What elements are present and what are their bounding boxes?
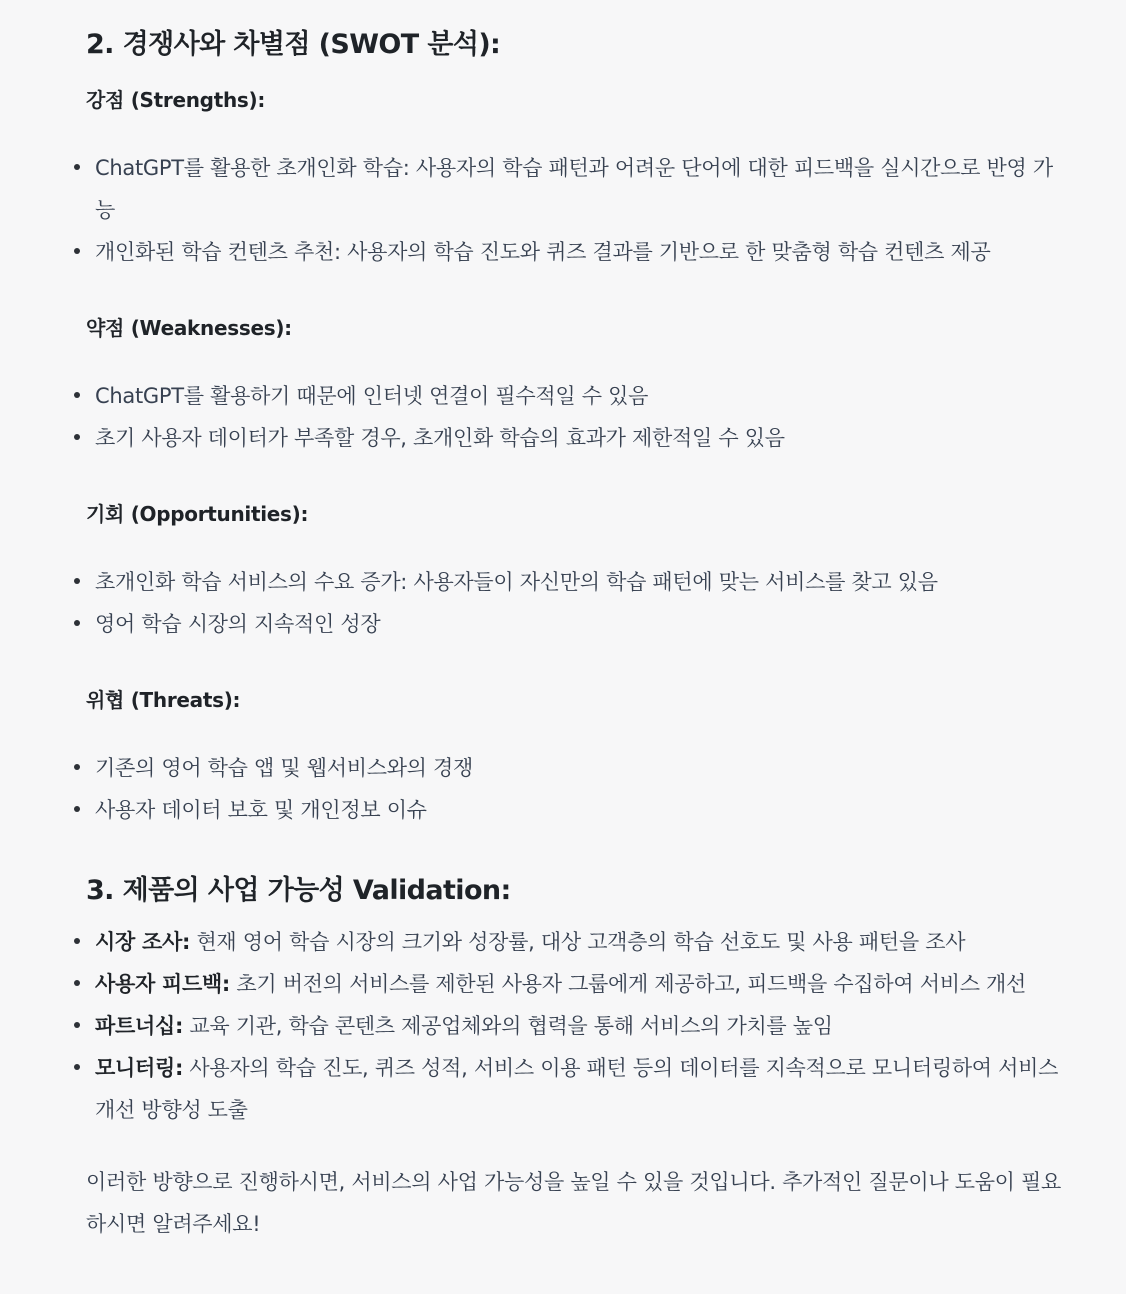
list-item-label: 파트너십: <box>95 1014 184 1038</box>
closing-paragraph: 이러한 방향으로 진행하시면, 서비스의 사업 가능성을 높일 수 있을 것입니다. 추가적인 질문이나 도움이 필요하시면 알려주세요! <box>86 1170 1062 1236</box>
list-item-text: ChatGPT를 활용하기 때문에 인터넷 연결이 필수적일 수 있음 <box>95 384 649 408</box>
list-item <box>86 561 1066 603</box>
bullet-dot <box>74 1022 80 1028</box>
list-item-text: ChatGPT를 활용한 초개인화 학습: 사용자의 학습 패턴과 어려운 단어에 대한 피드백을 실시간으로 반영 가능 <box>95 156 1053 222</box>
subheading-threats: 위협 (Threats): <box>86 688 241 712</box>
list-item <box>86 1005 1066 1047</box>
weaknesses-list <box>86 375 1066 459</box>
list-item-text: 초개인화 학습 서비스의 수요 증가: 사용자들이 자신만의 학습 패턴에 맞는 서비스를 찾고 있음 <box>95 570 938 594</box>
list-item <box>86 1047 1066 1131</box>
list-item <box>86 747 1066 789</box>
bullet-dot <box>74 764 80 770</box>
bullet-dot <box>74 164 80 170</box>
bullet-dot <box>74 578 80 584</box>
list-item-text: 개인화된 학습 컨텐츠 추천: 사용자의 학습 진도와 퀴즈 결과를 기반으로 한 맞춤형 학습 컨텐츠 제공 <box>95 240 991 264</box>
list-item <box>86 963 1066 1005</box>
list-item-text: 현재 영어 학습 시장의 크기와 성장률, 대상 고객층의 학습 선호도 및 사용 패턴을 조사 <box>190 930 966 954</box>
subheading-weaknesses: 약점 (Weaknesses): <box>86 316 292 340</box>
validation-list <box>86 921 1066 1131</box>
bullet-dot <box>74 1064 80 1070</box>
list-item-label: 모니터링: <box>95 1056 184 1080</box>
list-item <box>86 921 1066 963</box>
list-item-text: 영어 학습 시장의 지속적인 성장 <box>95 612 381 636</box>
subheading-opportunities: 기회 (Opportunities): <box>86 502 309 526</box>
bullet-dot <box>74 248 80 254</box>
section-heading-swot: 2. 경쟁사와 차별점 (SWOT 분석): <box>86 29 501 60</box>
bullet-dot <box>74 938 80 944</box>
subheading-strengths: 강점 (Strengths): <box>86 88 266 112</box>
bullet-dot <box>74 806 80 812</box>
strengths-list <box>86 147 1066 273</box>
bullet-dot <box>74 620 80 626</box>
list-item <box>86 603 1066 645</box>
bullet-dot <box>74 392 80 398</box>
list-item <box>86 789 1066 831</box>
list-item <box>86 147 1066 231</box>
list-item-label: 시장 조사: <box>95 930 191 954</box>
list-item-text: 사용자의 학습 진도, 퀴즈 성적, 서비스 이용 패턴 등의 데이터를 지속적으로 모니터링하여 서비스 개선 방향성 도출 <box>95 1056 1059 1122</box>
bullet-dot <box>74 434 80 440</box>
list-item <box>86 417 1066 459</box>
list-item-text: 기존의 영어 학습 앱 및 웹서비스와의 경쟁 <box>95 756 474 780</box>
list-item-label: 사용자 피드백: <box>95 972 231 996</box>
list-item <box>86 375 1066 417</box>
list-item-text: 초기 버전의 서비스를 제한된 사용자 그룹에게 제공하고, 피드백을 수집하여 서비스 개선 <box>230 972 1027 996</box>
opportunities-list <box>86 561 1066 645</box>
list-item <box>86 231 1066 273</box>
section-heading-validation: 3. 제품의 사업 가능성 Validation: <box>86 875 511 906</box>
threats-list <box>86 747 1066 831</box>
list-item-text: 교육 기관, 학습 콘텐츠 제공업체와의 협력을 통해 서비스의 가치를 높임 <box>183 1014 833 1038</box>
list-item-text: 사용자 데이터 보호 및 개인정보 이슈 <box>95 798 427 822</box>
list-item-text: 초기 사용자 데이터가 부족할 경우, 초개인화 학습의 효과가 제한적일 수 있음 <box>95 426 785 450</box>
bullet-dot <box>74 980 80 986</box>
